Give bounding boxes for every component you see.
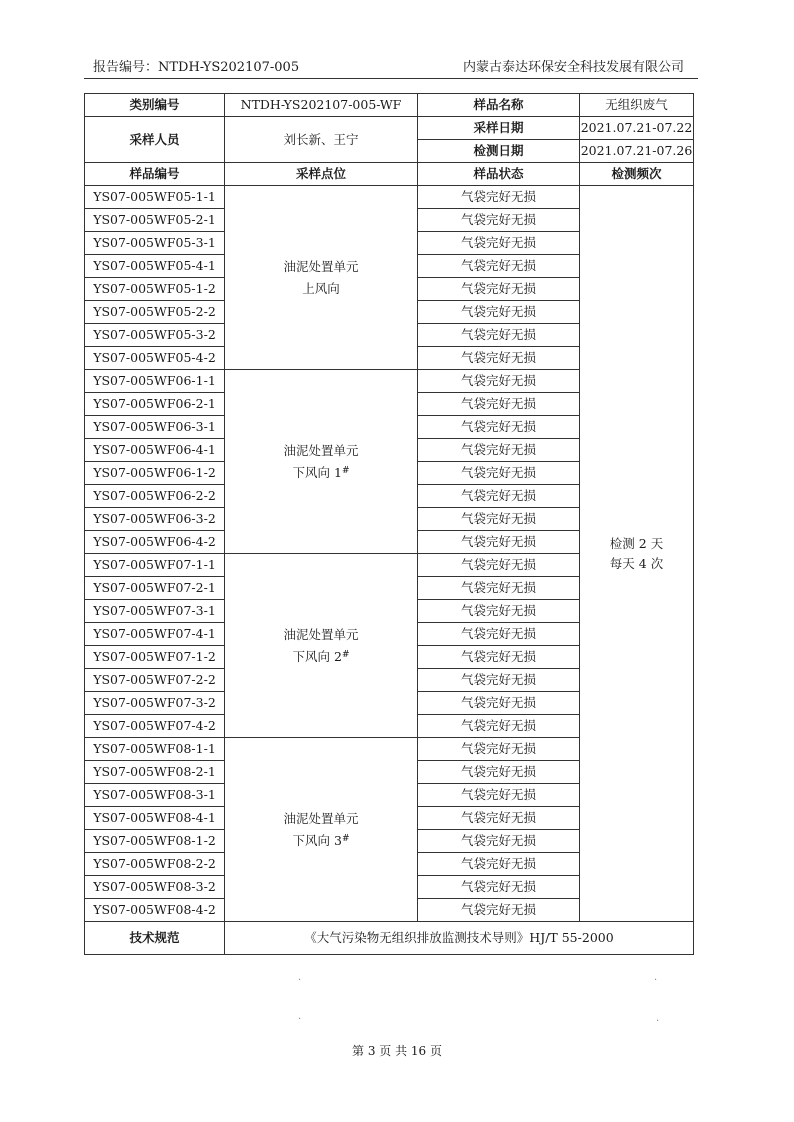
sample-id-cell: YS07-005WF06-1-2 <box>85 462 225 485</box>
sample-id-cell: YS07-005WF08-2-2 <box>85 853 225 876</box>
sample-state-cell: 气袋完好无损 <box>418 853 580 876</box>
sample-id-cell: YS07-005WF08-4-1 <box>85 807 225 830</box>
sampling-date-label: 采样日期 <box>418 117 580 140</box>
testing-date-label: 检测日期 <box>418 140 580 163</box>
location-line2-text: 下风向 1 <box>292 464 342 480</box>
sample-id-cell: YS07-005WF07-3-1 <box>85 600 225 623</box>
sample-state-cell: 气袋完好无损 <box>418 301 580 324</box>
sample-id-cell: YS07-005WF06-4-1 <box>85 439 225 462</box>
sample-state-cell: 气袋完好无损 <box>418 393 580 416</box>
sample-state-cell: 气袋完好无损 <box>418 554 580 577</box>
table-row <box>85 94 694 117</box>
sample-state-cell: 气袋完好无损 <box>418 715 580 738</box>
sample-state-cell: 气袋完好无损 <box>418 600 580 623</box>
sample-id-cell: YS07-005WF08-1-2 <box>85 830 225 853</box>
column-header-row <box>85 163 694 186</box>
sample-state-cell: 气袋完好无损 <box>418 669 580 692</box>
sample-state-cell: 气袋完好无损 <box>418 508 580 531</box>
sampler-value: 刘长新、王宁 <box>225 117 418 163</box>
location-line2-text: 下风向 3 <box>292 832 342 848</box>
location-line1: 油泥处置单元 <box>283 626 359 642</box>
sample-name-label: 样品名称 <box>418 94 580 117</box>
sample-state-cell: 气袋完好无损 <box>418 209 580 232</box>
speck-mark: · <box>298 975 302 986</box>
category-no-label: 类别编号 <box>85 94 225 117</box>
sample-id-cell: YS07-005WF07-2-2 <box>85 669 225 692</box>
sample-state-cell: 气袋完好无损 <box>418 692 580 715</box>
speck-mark: · <box>654 975 658 986</box>
sample-state-cell: 气袋完好无损 <box>418 646 580 669</box>
location-sup-mark: # <box>341 465 350 476</box>
sample-id-cell: YS07-005WF05-3-2 <box>85 324 225 347</box>
sampling-location-cell <box>225 554 418 738</box>
sample-name-value: 无组织废气 <box>580 94 694 117</box>
frequency-line1: 检测 2 天 <box>609 535 664 551</box>
sample-state-cell: 气袋完好无损 <box>418 255 580 278</box>
sample-state-cell: 气袋完好无损 <box>418 784 580 807</box>
col-header-frequency: 检测频次 <box>580 163 694 186</box>
col-header-location: 采样点位 <box>225 163 418 186</box>
sample-id-cell: YS07-005WF05-1-1 <box>85 186 225 209</box>
sample-id-cell: YS07-005WF06-2-1 <box>85 393 225 416</box>
table-row <box>85 186 694 209</box>
tech-spec-row <box>85 922 694 955</box>
sample-id-cell: YS07-005WF07-2-1 <box>85 577 225 600</box>
sample-id-cell: YS07-005WF06-4-2 <box>85 531 225 554</box>
sample-id-cell: YS07-005WF08-1-1 <box>85 738 225 761</box>
sample-state-cell: 气袋完好无损 <box>418 416 580 439</box>
sample-id-cell: YS07-005WF07-1-1 <box>85 554 225 577</box>
sample-id-cell: YS07-005WF05-4-1 <box>85 255 225 278</box>
location-line2 <box>225 646 417 668</box>
location-line2-text: 上风向 <box>302 280 340 296</box>
sampling-location-cell <box>225 738 418 922</box>
col-header-state: 样品状态 <box>418 163 580 186</box>
location-line1: 油泥处置单元 <box>283 442 359 458</box>
sample-id-cell: YS07-005WF07-4-1 <box>85 623 225 646</box>
sample-state-cell: 气袋完好无损 <box>418 761 580 784</box>
speck-mark: · <box>656 1016 660 1027</box>
testing-date-value: 2021.07.21-07.26 <box>580 140 694 163</box>
sample-state-cell: 气袋完好无损 <box>418 186 580 209</box>
speck-mark: · <box>298 1014 302 1025</box>
location-line1: 油泥处置单元 <box>283 810 359 826</box>
sample-state-cell: 气袋完好无损 <box>418 623 580 646</box>
location-line1: 油泥处置单元 <box>283 258 359 274</box>
location-line2-text: 下风向 2 <box>292 648 342 664</box>
location-sup-mark: # <box>341 833 350 844</box>
tech-spec-value: 《大气污染物无组织排放监测技术导则》HJ/T 55-2000 <box>225 922 694 955</box>
sample-id-cell: YS07-005WF08-3-2 <box>85 876 225 899</box>
sample-state-cell: 气袋完好无损 <box>418 830 580 853</box>
sample-state-cell: 气袋完好无损 <box>418 807 580 830</box>
location-line2 <box>225 462 417 484</box>
sample-id-cell: YS07-005WF08-4-2 <box>85 899 225 922</box>
frequency-line2: 每天 4 次 <box>609 555 664 571</box>
sampling-location-cell <box>225 186 418 370</box>
col-header-sample-no: 样品编号 <box>85 163 225 186</box>
sample-id-cell: YS07-005WF07-1-2 <box>85 646 225 669</box>
sample-state-cell: 气袋完好无损 <box>418 577 580 600</box>
sample-id-cell: YS07-005WF07-3-2 <box>85 692 225 715</box>
sample-id-cell: YS07-005WF06-1-1 <box>85 370 225 393</box>
company-name: 内蒙古泰达环保安全科技发展有限公司 <box>462 60 684 75</box>
sample-state-cell: 气袋完好无损 <box>418 899 580 922</box>
sample-id-cell: YS07-005WF06-2-2 <box>85 485 225 508</box>
sample-id-cell: YS07-005WF08-2-1 <box>85 761 225 784</box>
tech-spec-label: 技术规范 <box>85 922 225 955</box>
sample-info-table <box>84 93 694 955</box>
sample-state-cell: 气袋完好无损 <box>418 370 580 393</box>
sample-id-cell: YS07-005WF06-3-1 <box>85 416 225 439</box>
sample-state-cell: 气袋完好无损 <box>418 531 580 554</box>
page-number: 第 3 页 共 16 页 <box>352 1044 442 1058</box>
sample-id-cell: YS07-005WF06-3-2 <box>85 508 225 531</box>
sample-state-cell: 气袋完好无损 <box>418 738 580 761</box>
sample-state-cell: 气袋完好无损 <box>418 439 580 462</box>
sample-state-cell: 气袋完好无损 <box>418 232 580 255</box>
sample-state-cell: 气袋完好无损 <box>418 278 580 301</box>
header-divider <box>84 78 698 79</box>
sample-id-cell: YS07-005WF05-2-2 <box>85 301 225 324</box>
sampling-location-cell <box>225 370 418 554</box>
location-line2 <box>225 830 417 852</box>
sample-id-cell: YS07-005WF07-4-2 <box>85 715 225 738</box>
sample-state-cell: 气袋完好无损 <box>418 462 580 485</box>
sample-state-cell: 气袋完好无损 <box>418 876 580 899</box>
category-no-value: NTDH-YS202107-005-WF <box>225 94 418 117</box>
sample-id-cell: YS07-005WF05-1-2 <box>85 278 225 301</box>
report-number: 报告编号：NTDH-YS202107-005 <box>93 60 300 75</box>
detection-frequency-cell <box>580 186 694 922</box>
sample-id-cell: YS07-005WF05-4-2 <box>85 347 225 370</box>
sample-id-cell: YS07-005WF08-3-1 <box>85 784 225 807</box>
sampling-date-value: 2021.07.21-07.22 <box>580 117 694 140</box>
sample-state-cell: 气袋完好无损 <box>418 324 580 347</box>
sampler-label: 采样人员 <box>85 117 225 163</box>
sample-state-cell: 气袋完好无损 <box>418 485 580 508</box>
location-line2 <box>225 278 417 300</box>
table-row <box>85 117 694 140</box>
sample-state-cell: 气袋完好无损 <box>418 347 580 370</box>
sample-id-cell: YS07-005WF05-2-1 <box>85 209 225 232</box>
location-sup-mark: # <box>341 649 350 660</box>
sample-id-cell: YS07-005WF05-3-1 <box>85 232 225 255</box>
